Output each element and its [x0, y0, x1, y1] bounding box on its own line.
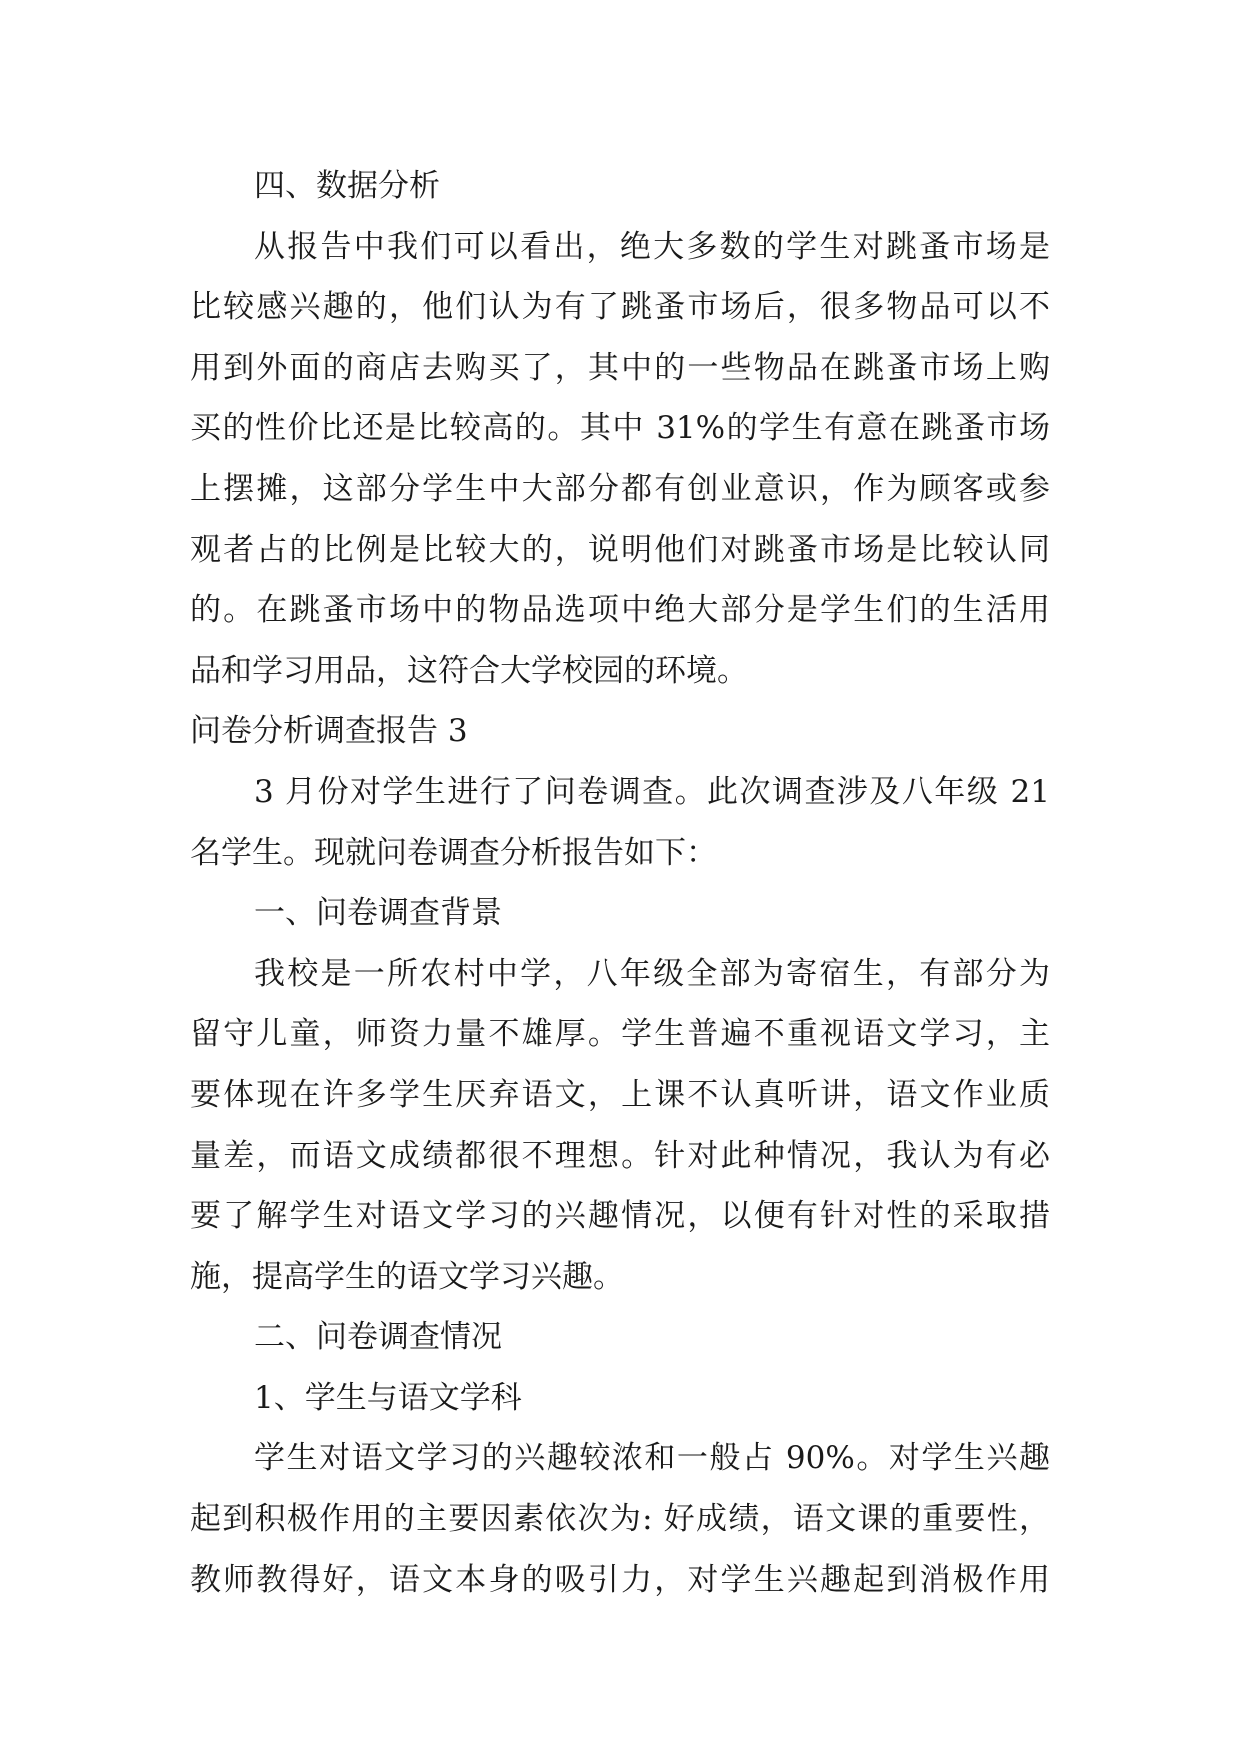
paragraph-line: 起到积极作用的主要因素依次为: 好成绩，语文课的重要性， [190, 1501, 1050, 1538]
paragraph-line: 要体现在许多学生厌弃语文，上课不认真听讲，语文作业质 [190, 1076, 1050, 1113]
paragraph-line: 3 月份对学生进行了问卷调查。此次调查涉及八年级 21 [254, 773, 1050, 810]
section-heading-background: 一、问卷调查背景 [254, 895, 502, 932]
paragraph-line: 品和学习用品，这符合大学校园的环境。 [190, 652, 748, 689]
paragraph-line: 我校是一所农村中学，八年级全部为寄宿生，有部分为 [254, 955, 1050, 992]
paragraph-line: 量差，而语文成绩都很不理想。针对此种情况，我认为有必 [190, 1137, 1050, 1174]
paragraph-line: 的。在跳蚤市场中的物品选项中绝大部分是学生们的生活用 [190, 592, 1050, 629]
paragraph-line: 比较感兴趣的，他们认为有了跳蚤市场后，很多物品可以不 [190, 289, 1050, 326]
report-title: 问卷分析调查报告 3 [190, 713, 468, 750]
paragraph-line: 留守儿童，师资力量不雄厚。学生普遍不重视语文学习，主 [190, 1016, 1050, 1053]
section-heading-survey-status: 二、问卷调查情况 [254, 1319, 502, 1356]
paragraph-line: 名学生。现就问卷调查分析报告如下： [190, 834, 717, 871]
paragraph-line: 上摆摊，这部分学生中大部分都有创业意识，作为顾客或参 [190, 470, 1050, 507]
paragraph-line: 观者占的比例是比较大的，说明他们对跳蚤市场是比较认同 [190, 531, 1050, 568]
paragraph-line: 施，提高学生的语文学习兴趣。 [190, 1258, 624, 1295]
paragraph-line: 从报告中我们可以看出，绝大多数的学生对跳蚤市场是 [254, 228, 1050, 265]
paragraph-line: 用到外面的商店去购买了，其中的一些物品在跳蚤市场上购 [190, 349, 1050, 386]
paragraph-line: 学生对语文学习的兴趣较浓和一般占 90%。对学生兴趣 [254, 1440, 1050, 1477]
document-body [190, 156, 1050, 1610]
paragraph-line: 要了解学生对语文学习的兴趣情况，以便有针对性的采取措 [190, 1198, 1050, 1235]
paragraph-line: 买的性价比还是比较高的。其中 31%的学生有意在跳蚤市场 [190, 410, 1050, 447]
paragraph-line: 教师教得好，语文本身的吸引力，对学生兴趣起到消极作用 [190, 1561, 1050, 1598]
section-heading-data-analysis: 四、数据分析 [254, 168, 440, 204]
subsection-heading: 1、学生与语文学科 [254, 1379, 522, 1416]
